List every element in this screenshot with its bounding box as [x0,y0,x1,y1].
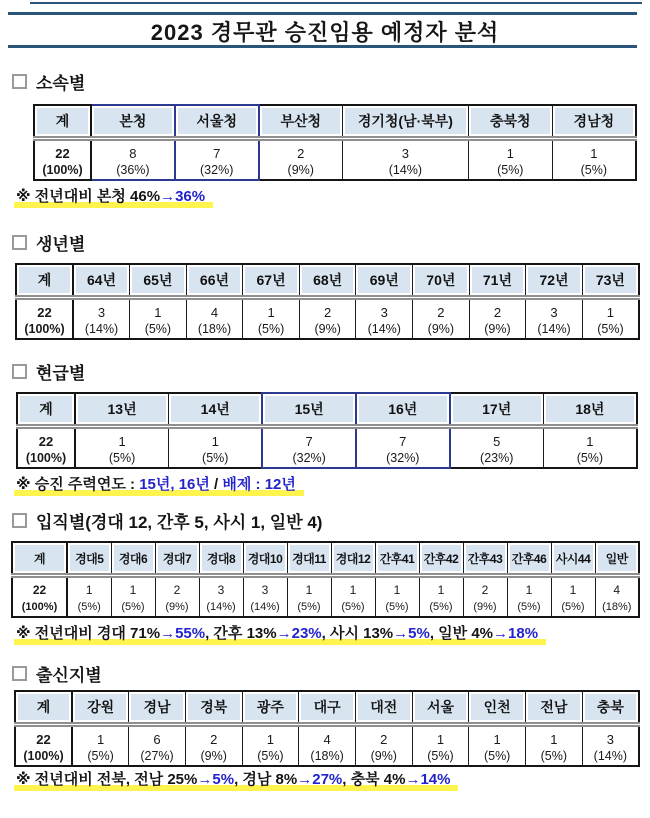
cell-count: 1 [586,434,594,449]
cell-percent: (100%) [21,601,58,613]
table-header-cell: 16년 [356,393,450,427]
table-value-cell [526,298,583,340]
cell-percent: (5%) [540,749,568,763]
table-header-cell: 71년 [469,264,526,298]
cell-percent: (14%) [206,601,236,613]
title-rule-top-thin [30,2,642,4]
cell-percent: (27%) [140,749,174,763]
cell-percent: (5%) [87,749,114,763]
cell-count: 1 [590,146,598,161]
table-value-cell [67,576,111,618]
table-header-cell: 계 [17,393,75,427]
table-value-cell [468,139,552,181]
table-value-cell [111,576,155,618]
cell-count: 1 [436,732,445,747]
table-header-cell: 경대7 [155,542,199,576]
cell-percent: (5%) [597,322,624,336]
table-value-cell [130,298,187,340]
table-value-cell [129,725,186,767]
cell-count: 1 [118,434,126,449]
cell-percent: (14%) [367,322,401,336]
cell-count: 2 [481,583,489,597]
cell-percent: (23%) [480,451,514,465]
footnote-segment: , 충북 4% [342,771,406,788]
table-header-cell: 경기청(남·북부) [342,105,468,139]
section-heading-row [12,360,650,382]
cell-percent: (5%) [144,322,172,336]
table-header-cell: 경남 [129,691,186,725]
cell-percent: (5%) [297,601,321,613]
cell-percent: (100%) [42,163,83,177]
footnote-segment: →36% [160,188,206,205]
cell-percent: (5%) [429,601,453,613]
cell-percent: (5%) [108,451,136,465]
cell-count: 2 [210,732,218,747]
footnote [14,475,650,495]
section-marker-square-icon [12,364,27,379]
cell-count: 1 [349,583,357,597]
sections-container [0,70,650,790]
cell-count: 2 [173,583,181,597]
table-value-cell [259,139,343,181]
cell-count: 22 [38,434,54,449]
table-header-cell: 부산청 [259,105,343,139]
cell-count: 1 [493,732,501,747]
footnote-segment: , 경남 8% [234,771,298,788]
cell-percent: (5%) [385,601,409,613]
table-header-cell: 서울청 [175,105,259,139]
cell-percent: (14%) [593,749,628,763]
cell-percent: (14%) [84,322,119,336]
table-header-cell: 66년 [186,264,243,298]
cell-count: 22 [36,732,51,747]
cell-percent: (32%) [200,163,234,177]
cell-percent: (5%) [202,451,229,465]
section-marker-square-icon [12,235,27,250]
table-value-cell [356,298,413,340]
table-header-cell: 13년 [75,393,169,427]
cell-count: 2 [324,305,332,320]
cell-percent: (5%) [497,163,524,177]
cell-percent: (5%) [576,451,604,465]
cell-percent: (18%) [602,601,632,613]
table-value-cell [242,725,299,767]
section-by-rank-year [0,360,650,495]
footnote-segment: →5% [393,625,430,642]
table-by-birth-region [14,690,640,767]
table-header-cell: 70년 [413,264,470,298]
table-value-cell [299,725,356,767]
footnote-segment: , 간후 13% [205,625,277,642]
cell-percent: (5%) [257,322,285,336]
table-header-cell: 15년 [262,393,356,427]
table-value-cell [155,576,199,618]
table-value-cell [419,576,463,618]
table-value-cell [72,725,129,767]
cell-count: 7 [213,146,221,161]
table-header-cell: 72년 [526,264,583,298]
table-value-cell [543,427,637,469]
section-by-birth-region [0,662,650,790]
table-value-cell [342,139,468,181]
footnote-segment: ※ 전년대비 본청 46% [16,188,161,205]
cell-count: 4 [210,305,219,320]
table-value-cell [16,298,73,340]
table-header-cell: 일반 [595,542,639,576]
table-header-cell: 계 [34,105,91,139]
cell-count: 8 [129,146,137,161]
cell-count: 1 [506,146,514,161]
table-header-cell: 간후42 [419,542,463,576]
footnote-segment: ※ 전년대비 경대 71% [16,625,161,642]
footnote [14,770,650,790]
table-header-cell: 대구 [299,691,356,725]
table-header-cell: 인천 [469,691,526,725]
table-value-cell [15,725,72,767]
table-header-cell: 광주 [242,691,299,725]
page-title: 2023 경무관 승진임용 예정자 분석 [150,20,500,45]
cell-percent: (9%) [314,322,341,336]
table-header-cell: 17년 [450,393,544,427]
cell-percent: (5%) [580,163,608,177]
cell-count: 1 [85,583,93,597]
cell-count: 1 [550,732,558,747]
table-value-cell [375,576,419,618]
cell-percent: (9%) [165,601,189,613]
table-value-cell [412,725,469,767]
cell-count: 1 [129,583,137,597]
table-value-cell [582,725,639,767]
cell-percent: (5%) [257,749,284,763]
table-value-cell [331,576,375,618]
footnote-segment: 배제 : 12년 [222,476,296,493]
table-header-cell: 68년 [299,264,356,298]
section-heading: 입직별(경대 12, 간후 5, 사시 1, 일반 4) [36,512,323,532]
table-value-cell [186,298,243,340]
table-header-cell: 경북 [185,691,242,725]
footnote-highlight [14,624,546,645]
table-value-cell [526,725,583,767]
table-value-cell [17,427,75,469]
table-value-cell [75,427,169,469]
section-by-affiliation [0,70,650,207]
table-value-cell [413,298,470,340]
section-heading-row [12,70,650,92]
table-value-cell [552,139,636,181]
section-marker-square-icon [12,74,27,89]
table-value-cell [463,576,507,618]
cell-count: 1 [606,305,615,320]
cell-count: 1 [569,583,577,597]
section-marker-square-icon [12,666,27,681]
table-by-affiliation [33,104,637,181]
section-heading: 소속별 [36,73,86,93]
table-value-cell [243,298,300,340]
cell-percent: (9%) [473,601,497,613]
cell-percent: (14%) [250,601,280,613]
footnote-highlight [14,475,304,496]
table-header-cell: 경대6 [111,542,155,576]
table-header-cell: 간후46 [507,542,551,576]
table-header-cell: 간후43 [463,542,507,576]
cell-percent: (100%) [24,322,65,336]
table-header-cell: 65년 [130,264,187,298]
cell-percent: (5%) [483,749,511,763]
cell-count: 1 [525,583,533,597]
table-by-rank-year [16,392,638,469]
table-by-birth-year [15,263,640,340]
table-header-cell: 계 [12,542,67,576]
table-value-cell [12,576,67,618]
cell-percent: (5%) [517,601,541,613]
cell-count: 1 [211,434,219,449]
cell-percent: (14%) [388,163,423,177]
cell-count: 3 [97,305,106,320]
cell-count: 1 [437,583,445,597]
footnote-segment: / [209,476,223,493]
footnote-highlight [14,770,458,791]
table-header-cell: 64년 [73,264,130,298]
cell-percent: (9%) [200,749,227,763]
cell-count: 22 [55,146,70,161]
cell-percent: (32%) [386,451,420,465]
cell-count: 4 [613,583,621,597]
cell-count: 2 [380,732,388,747]
cell-count: 3 [380,305,388,320]
footnote-segment: →27% [297,771,343,788]
footnote-segment: →23% [276,625,322,642]
table-value-cell [469,298,526,340]
table-header-cell: 경대10 [243,542,287,576]
cell-count: 3 [261,583,269,597]
cell-count: 1 [154,305,162,320]
table-value-cell [73,298,130,340]
table-value-cell [169,427,263,469]
table-value-cell [551,576,595,618]
table-header-cell: 계 [15,691,72,725]
table-header-cell: 69년 [356,264,413,298]
cell-count: 1 [266,732,275,747]
table-value-cell [355,725,412,767]
table-header-cell: 18년 [543,393,637,427]
cell-count: 4 [323,732,331,747]
section-by-entry-route [0,509,650,644]
cell-count: 1 [305,583,313,597]
cell-percent: (100%) [23,749,64,763]
cell-percent: (18%) [310,749,344,763]
cell-count: 3 [217,583,225,597]
cell-count: 5 [493,434,501,449]
footnote-segment: →5% [197,771,235,788]
footnote-highlight [14,187,213,208]
footnote-segment: 15년, 16년 [139,476,210,493]
section-heading: 현급별 [36,363,86,383]
cell-percent: (9%) [484,322,511,336]
cell-count: 6 [153,732,161,747]
table-header-cell: 계 [16,264,73,298]
table-value-cell [185,725,242,767]
cell-count: 7 [305,434,313,449]
table-value-cell [582,298,639,340]
cell-count: 3 [550,305,558,320]
footnote-segment: , 사시 13% [321,625,394,642]
table-header-cell: 충북청 [468,105,552,139]
table-header-cell: 충북 [582,691,639,725]
footnote-segment: , 일반 4% [429,625,494,642]
footnote [14,624,650,644]
section-heading-row [12,662,650,684]
cell-count: 1 [393,583,401,597]
cell-percent: (5%) [427,749,454,763]
table-value-cell [469,725,526,767]
table-header-cell: 경남청 [552,105,636,139]
cell-percent: (9%) [287,163,314,177]
table-value-cell [299,298,356,340]
cell-percent: (14%) [537,322,571,336]
table-value-cell [507,576,551,618]
table-header-cell: 14년 [169,393,263,427]
footnote-segment: →18% [493,625,539,642]
cell-count: 2 [297,146,305,161]
section-heading: 출신지별 [36,665,102,685]
table-header-cell: 경대11 [287,542,331,576]
table-value-cell [91,139,175,181]
table-header-cell: 사시44 [551,542,595,576]
cell-percent: (5%) [77,601,101,613]
table-header-cell: 강원 [72,691,129,725]
cell-count: 7 [399,434,407,449]
cell-percent: (18%) [197,322,232,336]
section-heading: 생년별 [36,234,86,254]
footnote-segment: ※ 전년대비 전북, 전남 25% [16,771,198,788]
table-value-cell [595,576,639,618]
table-header-cell: 경대12 [331,542,375,576]
section-heading-row [12,509,650,531]
table-header-cell: 대전 [355,691,412,725]
section-by-birth-year [0,231,650,340]
table-value-cell [243,576,287,618]
cell-count: 1 [267,305,275,320]
cell-percent: (32%) [292,451,326,465]
cell-percent: (5%) [561,601,585,613]
title-banner [0,0,650,50]
footnote-segment: →55% [160,625,206,642]
table-value-cell [356,427,450,469]
table-value-cell [262,427,356,469]
table-header-cell: 경대5 [67,542,111,576]
cell-percent: (100%) [25,451,67,465]
table-value-cell [199,576,243,618]
table-value-cell [175,139,259,181]
table-value-cell [287,576,331,618]
table-header-cell: 경대8 [199,542,243,576]
cell-percent: (5%) [341,601,365,613]
table-header-cell: 73년 [582,264,639,298]
footnote-segment: ※ 승진 주력연도 : [16,476,140,493]
cell-count: 22 [32,583,47,597]
cell-count: 2 [437,305,445,320]
cell-percent: (9%) [370,749,397,763]
cell-count: 3 [401,146,409,161]
table-by-entry-route [11,541,640,618]
table-value-cell [450,427,544,469]
cell-count: 2 [493,305,502,320]
cell-percent: (36%) [116,163,150,177]
cell-count: 22 [37,305,52,320]
cell-count: 3 [606,732,614,747]
title-rule-top [8,12,637,15]
section-marker-square-icon [12,513,27,528]
footnote [14,187,650,207]
cell-count: 1 [96,732,105,747]
table-header-cell: 본청 [91,105,175,139]
table-header-cell: 전남 [526,691,583,725]
table-header-cell: 간후41 [375,542,419,576]
footnote-segment: →14% [405,771,451,788]
section-heading-row [12,231,650,253]
cell-percent: (5%) [121,601,145,613]
table-value-cell [34,139,91,181]
table-header-cell: 서울 [412,691,469,725]
table-header-cell: 67년 [243,264,300,298]
title-rule-bottom [8,45,637,48]
cell-percent: (9%) [427,322,455,336]
